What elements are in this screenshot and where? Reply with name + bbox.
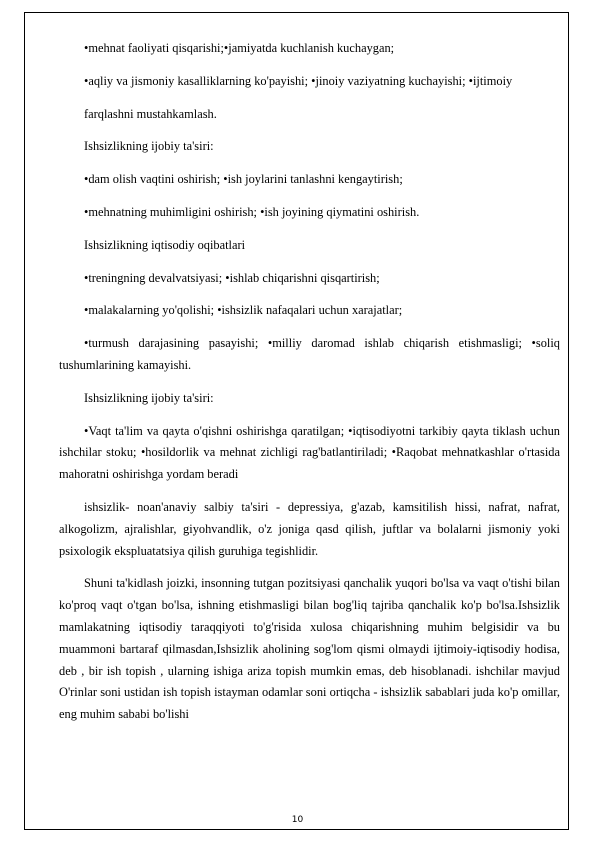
paragraph: •treningning devalvatsiyasi; •ishlab chiqarishni qisqartirish; <box>84 270 380 285</box>
paragraph: •Vaqt ta'lim va qayta o'qishni oshirishga qaratilgan; •iqtisodiyotni tarkibiy qayta tiklash uchun ishchilar stoku; •hosildorlik va mehnat zichligi rag'batlantiriladi; •Raqobat mehnatkashlar o'rtasida mahoratni oshirishga yordam beradi <box>59 423 560 482</box>
paragraph: Ishsizlikning iqtisodiy oqibatlari <box>84 237 246 252</box>
paragraph: •mehnatning muhimligini oshirish; •ish joyining qiymatini oshirish. <box>84 204 420 219</box>
paragraph: •aqliy va jismoniy kasalliklarning ko'payishi; •jinoiy vaziyatning kuchayishi; •ijtimoiy <box>84 73 513 88</box>
paragraph: •turmush darajasining pasayishi; •milliy daromad ishlab chiqarish etishmasligi; •soliq tushumlarining kamayishi. <box>59 336 560 372</box>
paragraph: Shuni ta'kidlash joizki, insonning tutgan pozitsiyasi qanchalik yuqori bo'lsa va vaqt o'tishi bilan ko'proq vaqt o'tgan bo'lsa, ishning etishmasligi bilan bog'liq tajriba qanchalik ko'p bo'lsa.Ishsizlik mamlakatning iqtisodiy taraqqiyoti to'g'risida xulosa chiqarishning muhim belgisidir va bu muammoni bartaraf qilmasdan,Ishsizlik aholining sog'lom qismi olmaydi ijtimoiy-iqtisodiy hodisa, deb , bir ish topish , ularning ishiga ariza topish mumkin emas, deb hisoblanadi. ishchilar mavjud O'rinlar soni ustidan ish topish istayman odamlar soni ortiqcha - ishsizlik sabablari juda ko'p omillar, eng muhim sababi bo'lishi <box>59 576 560 722</box>
page-number: 10 <box>291 815 304 825</box>
paragraph: •malakalarning yo'qolishi; •ishsizlik nafaqalari uchun xarajatlar; <box>84 303 403 318</box>
paragraph: ishsizlik- noan'anaviy salbiy ta'siri - depressiya, g'azab, kamsitilish hissi, nafrat, nafrat, alkogolizm, ajralishlar, giyohvandlik, o'z joniga qasd qilish, juftlar va bolalarni jismoniy yoki psixologik ekspluatatsiya qilish guruhiga tegishlidir. <box>59 499 560 558</box>
paragraph: Ishsizlikning ijobiy ta'siri: <box>84 390 214 405</box>
paragraph: •mehnat faoliyati qisqarishi;•jamiyatda kuchlanish kuchaygan; <box>84 41 395 55</box>
paragraph: farqlashni mustahkamlash. <box>84 106 217 121</box>
document-body <box>59 38 560 737</box>
paragraph: •dam olish vaqtini oshirish; •ish joylarini tanlashni kengaytirish; <box>84 172 403 187</box>
paragraph: Ishsizlikning ijobiy ta'siri: <box>84 139 214 154</box>
